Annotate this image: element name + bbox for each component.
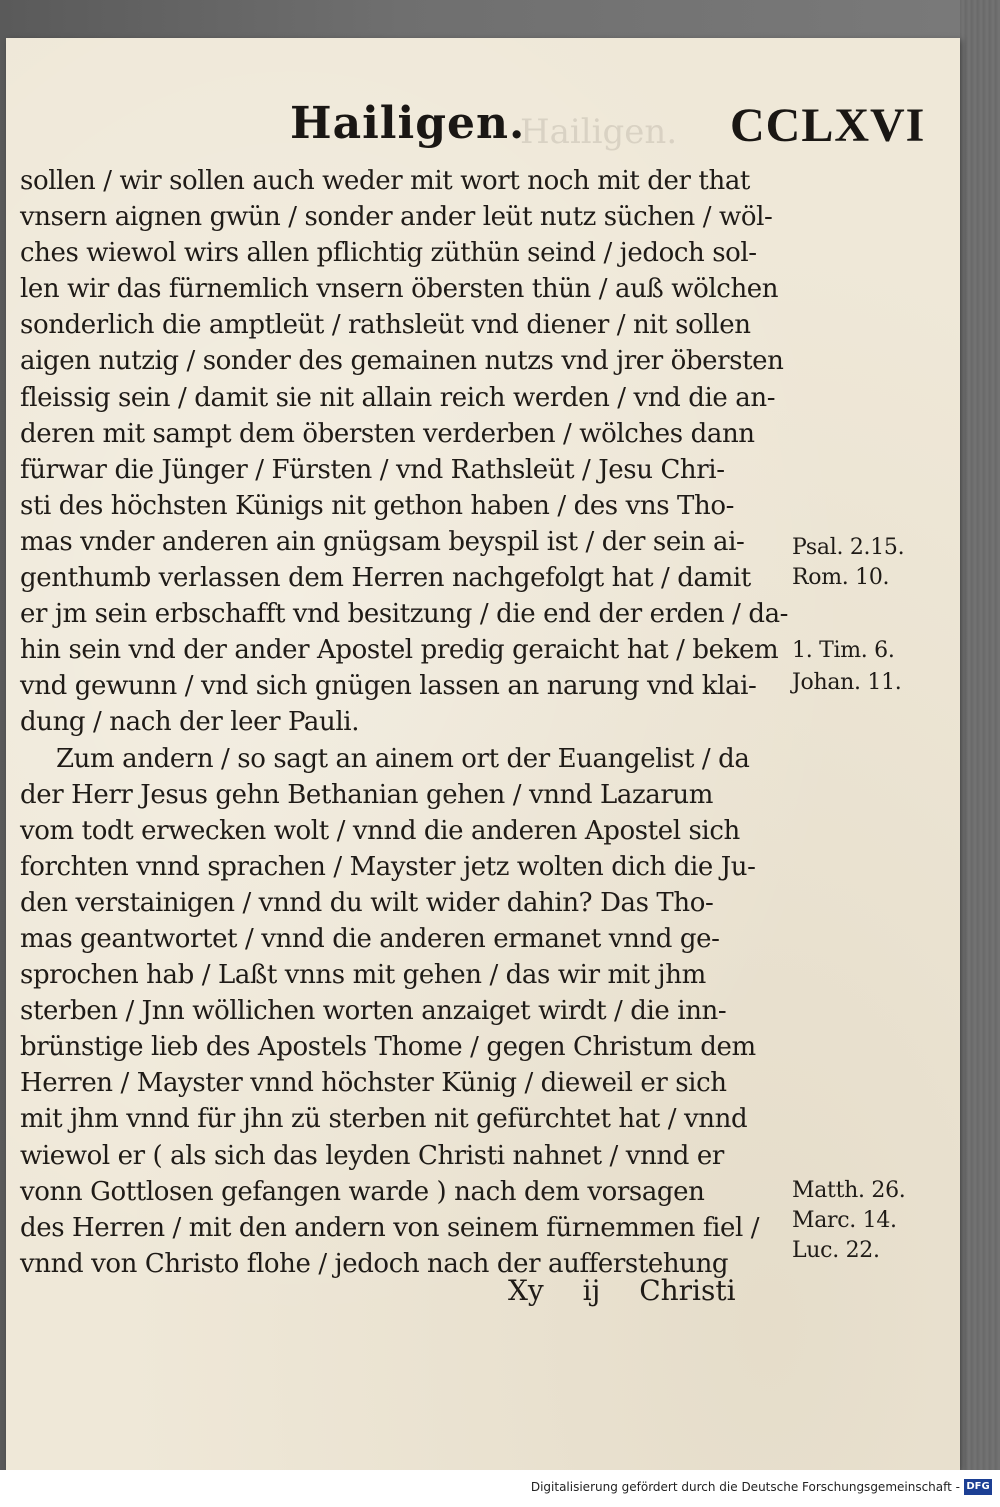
text-line: sprochen hab / Laßt vnns mit gehen / das wir mit jhm	[20, 960, 706, 991]
margin-note: Psal. 2.15.	[792, 535, 905, 560]
text-line: fürwar die Jünger / Fürsten / vnd Rathsleüt / Jesu Chri-	[20, 454, 725, 485]
text-line: aigen nutzig / sonder des gemainen nutzs vnd jrer öbersten	[20, 346, 784, 377]
text-line: vnd gewunn / vnd sich gnügen lassen an narung vnd klai-	[20, 671, 757, 702]
margin-note: 1. Tim. 6.	[792, 638, 895, 663]
text-line: mas vnder anderen ain gnügsam beyspil ist / der sein ai-	[20, 526, 745, 557]
text-line: brünstige lieb des Apostels Thome / gegen Christum dem	[20, 1032, 756, 1063]
margin-note: Matth. 26.	[792, 1178, 906, 1203]
margin-note: Marc. 14.	[792, 1208, 897, 1233]
scanner-edge	[960, 0, 1000, 1470]
margin-note: Luc. 22.	[792, 1238, 880, 1263]
text-line: sonderlich die amptleüt / rathsleüt vnd diener / nit sollen	[20, 310, 751, 341]
text-line: wiewol er ( als sich das leyden Christi nahnet / vnnd er	[20, 1140, 724, 1171]
text-line: vnsern aignen gwün / sonder ander leüt nutz süchen / wöl-	[20, 202, 773, 233]
footer-credit: Digitalisierung gefördert durch die Deutsche Forschungsgemeinschaft -	[530, 1480, 960, 1494]
text-line: den verstainigen / vnnd du wilt wider dahin? Das Tho-	[20, 887, 714, 918]
main-text-block	[20, 163, 795, 1282]
text-line: genthumb verlassen dem Herren nachgefolgt hat / damit	[20, 563, 751, 594]
text-line: sollen / wir sollen auch weder mit wort noch mit der that	[20, 166, 750, 196]
footer-bar	[0, 1470, 1000, 1507]
text-line: der Herr Jesus gehn Bethanian gehen / vnnd Lazarum	[20, 779, 714, 810]
paragraph-start-line: Zum andern / so sagt an ainem ort der Euangelist / da	[56, 743, 750, 774]
margin-note: Johan. 11.	[792, 670, 902, 695]
margin-note: Rom. 10.	[792, 565, 890, 590]
text-line: er jm sein erbschafft vnd besitzung / die end der erden / da-	[20, 599, 789, 630]
text-line: deren mit sampt dem öbersten verderben / wölches dann	[20, 418, 755, 449]
running-head-title: Hailigen.	[290, 98, 526, 149]
text-line: des Herren / mit den andern von seinem fürnemmen fiel /	[20, 1212, 760, 1243]
text-line: hin sein vnd der ander Apostel predig geraicht hat / bekem	[20, 635, 779, 666]
text-line: vnnd von Christo flohe / jedoch nach der aufferstehung	[20, 1248, 729, 1279]
dfg-logo: DFG	[964, 1479, 992, 1495]
text-line: mas geantwortet / vnnd die anderen ermanet vnnd ge-	[20, 923, 720, 954]
text-line: mit jhm vnnd für jhn zü sterben nit gefürchtet hat / vnnd	[20, 1104, 748, 1135]
signature-catchword-line: Xy ij Christi	[508, 1274, 736, 1307]
text-line: len wir das fürnemlich vnsern öbersten thün / auß wölchen	[20, 274, 779, 305]
text-line: forchten vnnd sprachen / Mayster jetz wolten dich die Ju-	[20, 851, 756, 882]
text-line: Herren / Mayster vnnd höchster Künig / dieweil er sich	[20, 1068, 727, 1099]
text-line: vom todt erwecken wolt / vnnd die anderen Apostel sich	[20, 815, 740, 846]
text-line: sterben / Jnn wöllichen worten anzaiget wirdt / die inn-	[20, 996, 727, 1027]
text-line: fleissig sein / damit sie nit allain reich werden / vnd die an-	[20, 382, 776, 413]
folio-number: CCLXVI	[730, 99, 926, 152]
text-line: ches wiewol wirs allen pflichtig züthün seind / jedoch sol-	[20, 238, 757, 269]
show-through-ghost: Hailigen.	[520, 112, 678, 152]
text-line: sti des höchsten Künigs nit gethon haben / des vns Tho-	[20, 490, 734, 521]
text-line: vonn Gottlosen gefangen warde ) nach dem vorsagen	[20, 1176, 705, 1207]
text-line: dung / nach der leer Pauli.	[20, 707, 360, 738]
